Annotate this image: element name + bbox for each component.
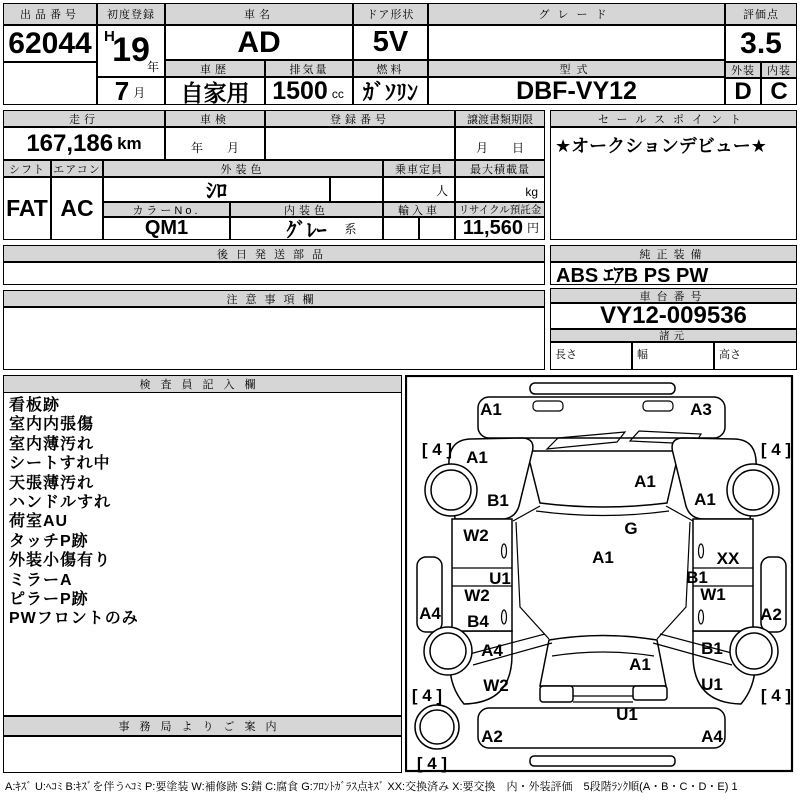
- mileage-header: 走行: [3, 110, 165, 127]
- inspector-note-line: ミラーA: [9, 571, 73, 589]
- fuel-header: 燃料: [353, 60, 428, 77]
- rear-bumper: [478, 708, 725, 748]
- interior-grade-value: C: [761, 78, 797, 105]
- inspector-note-line: 荷室AU: [9, 513, 69, 531]
- score-value: 3.5: [725, 25, 797, 62]
- damage-label: B1: [487, 491, 509, 510]
- aircon-value: AC: [51, 177, 103, 240]
- inspector-note-line: シートすれ中: [9, 455, 111, 473]
- later-parts-header: 後日発送部品: [3, 245, 545, 262]
- inspector-note-line: 室内薄汚れ: [9, 435, 95, 453]
- office-info-header: 事務局よりご案内: [3, 716, 402, 736]
- damage-label: A2: [760, 605, 782, 624]
- damage-label: A1: [466, 448, 488, 467]
- interior-color-name: ｸﾞﾚｰ: [286, 220, 327, 240]
- displacement-number: 1500: [272, 77, 328, 105]
- exterior-color-header: 外装色: [103, 160, 383, 177]
- damage-label: A1: [592, 548, 614, 567]
- damage-label: A1: [480, 400, 502, 419]
- sales-point-text: ★オークションデビュー★: [555, 136, 767, 156]
- damage-label: W2: [483, 676, 509, 695]
- caution-header: 注意事項欄: [3, 290, 545, 307]
- damage-label: [ 4 ]: [421, 440, 453, 459]
- damage-label: [ 4 ]: [416, 754, 448, 773]
- lot-number-value: 62044: [3, 25, 97, 62]
- front-bumper: [478, 397, 725, 438]
- damage-label: W2: [464, 586, 490, 605]
- chassis-number-value: VY12-009536: [550, 303, 797, 329]
- damage-label: A3: [690, 400, 712, 419]
- recycle-deposit-header: リサイクル預託金: [455, 202, 545, 217]
- transfer-deadline-value: 月 日: [455, 127, 545, 160]
- mileage-number: 167,186: [26, 129, 114, 157]
- recycle-unit: 円: [526, 221, 539, 235]
- damage-label: A1: [634, 472, 656, 491]
- capacity-value: 人: [383, 177, 455, 202]
- damage-label: A1: [629, 655, 651, 674]
- grade-value: [428, 25, 725, 60]
- exterior-grade-header: 外装: [725, 62, 761, 78]
- damage-label: [ 4 ]: [760, 686, 792, 705]
- score-header: 評価点: [725, 3, 797, 25]
- model-code-header: 型式: [428, 60, 725, 77]
- interior-color-suffix: 系: [344, 222, 357, 236]
- era-mark: H: [104, 28, 115, 45]
- damage-label: A4: [419, 604, 441, 623]
- displacement-unit: cc: [331, 87, 344, 101]
- first-registration-header: 初度登録: [97, 3, 165, 25]
- inspector-note-line: 室内内張傷: [9, 416, 95, 434]
- shaken-header: 車検: [165, 110, 265, 127]
- aircon-header: エアコン: [51, 160, 103, 177]
- sales-point-content: [550, 127, 797, 240]
- fuel-value: ｶﾞｿﾘﾝ: [353, 77, 428, 105]
- exterior-grade-value: D: [725, 78, 761, 105]
- import-cell-2: [419, 217, 455, 240]
- first-registration-month: [97, 77, 165, 105]
- year-suffix: 年: [146, 60, 159, 74]
- registration-number-value: [265, 127, 455, 160]
- damage-label: G: [624, 519, 638, 538]
- spec-width-cell: 幅: [632, 342, 714, 370]
- payload-header: 最大積載量: [455, 160, 545, 177]
- damage-label: A2: [481, 727, 503, 746]
- inspector-note-line: 天張薄汚れ: [9, 474, 95, 492]
- damage-label: B1: [686, 568, 708, 587]
- damage-label: A1: [694, 490, 716, 509]
- inspector-note-line: タッチP跡: [9, 532, 89, 550]
- displacement-header: 排気量: [265, 60, 353, 77]
- registration-number-header: 登録番号: [265, 110, 455, 127]
- damage-label: W1: [700, 585, 726, 604]
- damage-code-legend: A:ｷｽﾞ U:ﾍｺﾐ B:ｷｽﾞを伴うﾍｺﾐ P:要塗装 W:補修跡 S:錆 C:腐食 G:ﾌﾛﾝﾄｶﾞﾗｽ点ｷｽﾞ XX:交換済み X:要交換 内・外装評価 5段階ﾗﾝｸ順(A・B・C・D・E) 1: [5, 781, 738, 793]
- equipment-value: ABS ｴｱB PS PW: [550, 262, 797, 285]
- inspector-note-line: ハンドルすれ: [9, 494, 112, 512]
- car-history-value: 自家用: [165, 77, 265, 105]
- lot-extra-cell: [3, 62, 97, 105]
- mileage-value: [3, 127, 165, 160]
- registration-month: 7: [114, 77, 130, 105]
- damage-label: [ 4 ]: [760, 440, 792, 459]
- recycle-amount: 11,560: [462, 217, 523, 239]
- interior-color-header: 内装色: [230, 202, 383, 217]
- first-registration-year: [97, 25, 165, 77]
- inspector-notes-list: [3, 393, 402, 716]
- spec-length-cell: 長さ: [550, 342, 632, 370]
- car-name-header: 車名: [165, 3, 353, 25]
- displacement-value: [265, 77, 353, 105]
- sales-point-header: セールスポイント: [550, 110, 797, 127]
- inspector-notes-header: 検査員記入欄: [3, 375, 402, 393]
- damage-label: W2: [463, 526, 489, 545]
- damage-label: B4: [467, 612, 489, 631]
- month-suffix: 月: [133, 86, 146, 100]
- specs-header: 諸元: [550, 329, 797, 342]
- damage-label: A4: [481, 641, 503, 660]
- shift-header: シフト: [3, 160, 51, 177]
- capacity-header: 乗車定員: [383, 160, 455, 177]
- damage-label: U1: [701, 675, 723, 694]
- model-code-value: DBF-VY12: [428, 77, 725, 105]
- exterior-color-sub-cell: [330, 177, 383, 202]
- inspector-note-line: 外装小傷有り: [9, 552, 112, 570]
- car-name-value: AD: [165, 25, 353, 60]
- door-shape-value: 5V: [353, 25, 428, 60]
- mileage-unit: km: [117, 133, 142, 153]
- grade-header: グレード: [428, 3, 725, 25]
- inspector-note-line: ピラーP跡: [9, 591, 89, 609]
- color-no-header: カラーNo.: [103, 202, 230, 217]
- office-info-content: [3, 736, 402, 773]
- car-history-header: 車歴: [165, 60, 265, 77]
- payload-value: kg: [455, 177, 545, 202]
- import-header: 輸入車: [383, 202, 455, 217]
- damage-label: U1: [489, 569, 511, 588]
- interior-grade-header: 内装: [761, 62, 797, 78]
- registration-year: 19: [112, 30, 150, 69]
- inspector-note-line: PWフロントのみ: [9, 610, 139, 628]
- damage-label: A4: [701, 727, 723, 746]
- transfer-deadline-header: 譲渡書類期限: [455, 110, 545, 127]
- damage-label: [ 4 ]: [411, 686, 443, 705]
- door-shape-header: ドア形状: [353, 3, 428, 25]
- color-no-value: QM1: [103, 217, 230, 240]
- recycle-deposit-value: [455, 217, 545, 240]
- lot-number-header: 出品番号: [3, 3, 97, 25]
- import-cell-1: [383, 217, 419, 240]
- caution-content: [3, 307, 545, 370]
- damage-label: B1: [701, 639, 723, 658]
- shift-value: FAT: [3, 177, 51, 240]
- car-damage-diagram: [405, 375, 794, 773]
- spec-height-cell: 高さ: [714, 342, 797, 370]
- later-parts-content: [3, 262, 545, 285]
- damage-label: U1: [616, 705, 638, 724]
- chassis-number-header: 車台番号: [550, 288, 797, 303]
- exterior-color-value: ｼﾛ: [103, 177, 330, 202]
- damage-label: XX: [716, 549, 740, 568]
- inspector-note-line: 看板跡: [9, 397, 61, 414]
- shaken-value: 年 月: [165, 127, 265, 160]
- interior-color-value: [230, 217, 383, 240]
- equipment-header: 純正装備: [550, 245, 797, 262]
